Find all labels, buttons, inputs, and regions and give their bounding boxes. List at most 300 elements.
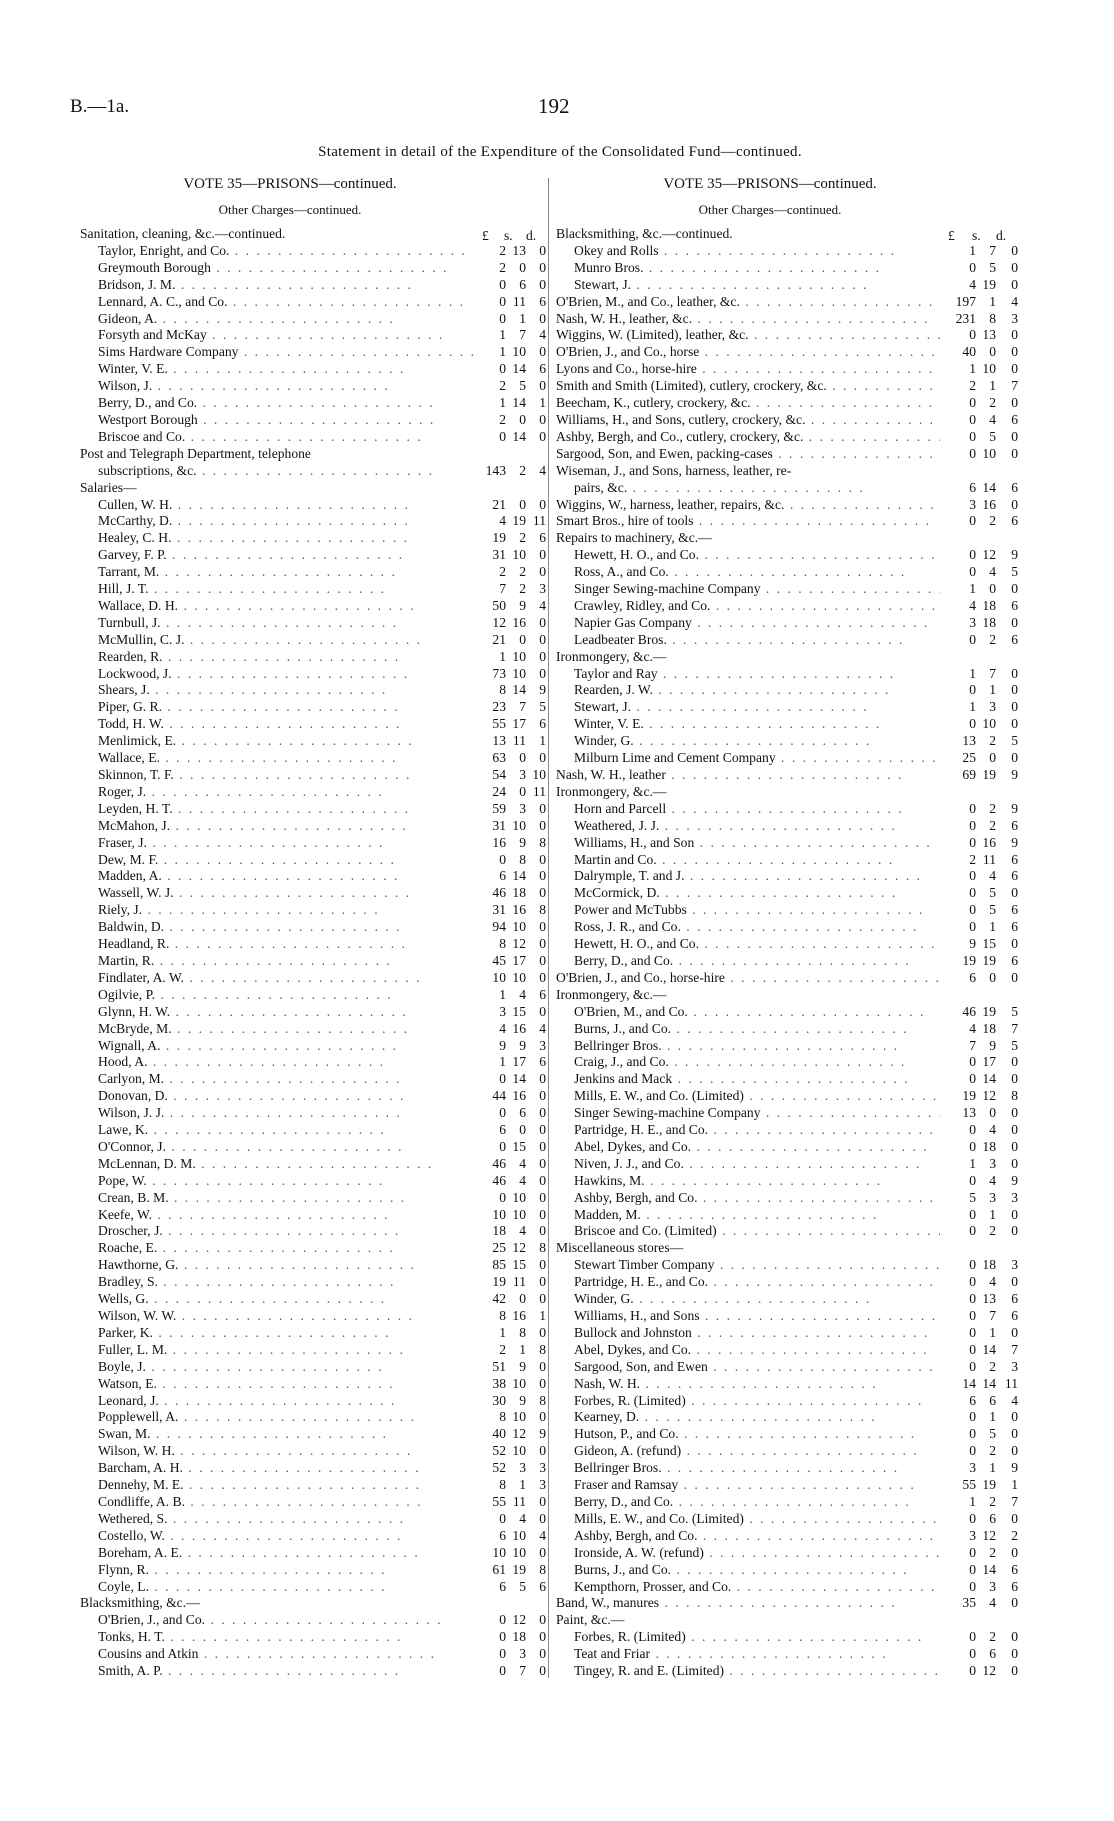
pounds-value: 1: [969, 1493, 976, 1509]
amount: [940, 902, 1018, 919]
payee-name: Dalrymple, T. and J. . .: [556, 868, 940, 885]
expenditure-row: [80, 260, 546, 277]
expenditure-row: [556, 615, 1018, 632]
pounds-value: 8: [499, 1409, 506, 1425]
expenditure-row: [556, 1579, 1018, 1596]
payee-name: Winder, G. . .: [556, 1291, 940, 1308]
pence-value: 0: [539, 800, 546, 816]
payee-name: Shears, J. . .: [80, 682, 476, 699]
shillings-value: 5: [519, 1578, 526, 1594]
right-subtitle: Other Charges—continued.: [698, 202, 842, 217]
payee-name: Ashby, Bergh, and Co., cutlery, crockery, &c. . .: [556, 429, 940, 446]
shillings-value: 0: [519, 631, 526, 647]
expenditure-row: [556, 1004, 1018, 1021]
payee-name: Boyle, J. . .: [80, 1359, 476, 1376]
pounds-value: 59: [492, 800, 506, 816]
amount: [476, 1494, 546, 1511]
pence-value: 8: [539, 1561, 546, 1577]
pence-value: 0: [539, 547, 546, 563]
amount: [476, 835, 546, 852]
amount: [476, 1190, 546, 1207]
pence-value: 9: [539, 1426, 546, 1442]
amount: [940, 1579, 1018, 1596]
pounds-value: 50: [492, 597, 506, 613]
shillings-value: 13: [512, 242, 526, 258]
payee-name: Rearden, R. . .: [80, 649, 476, 666]
shillings-value: 2: [519, 581, 526, 597]
shillings-value: 1: [989, 1409, 996, 1425]
expenditure-row: [80, 1308, 546, 1325]
pence-value: 5: [1011, 1003, 1018, 1019]
shillings-value: 8: [519, 1324, 526, 1340]
payee-name: Carlyon, M. . .: [80, 1071, 476, 1088]
pence-value: 0: [539, 868, 546, 884]
expenditure-row: [80, 919, 546, 936]
pounds-value: 12: [492, 614, 506, 630]
pounds-value: 2: [499, 259, 506, 275]
pence-value: 0: [539, 259, 546, 275]
pounds-value: 8: [499, 936, 506, 952]
payee-name: Weathered, J. J. . .: [556, 818, 940, 835]
shillings-value: 19: [982, 767, 996, 782]
amount: [476, 1393, 546, 1410]
expenditure-row: [556, 902, 1018, 919]
expenditure-row: [556, 1342, 1018, 1359]
payee-name: O'Connor, J. . .: [80, 1139, 476, 1156]
shillings-value: 3: [519, 1646, 526, 1662]
pence-value: 6: [1011, 919, 1018, 935]
section-heading: Ironmongery, &c.—: [556, 648, 667, 664]
shillings-value: 6: [989, 1392, 996, 1408]
shillings-value: 9: [519, 1358, 526, 1374]
amount: [476, 987, 546, 1004]
shillings-value: 6: [519, 1105, 526, 1121]
amount: [476, 243, 546, 260]
pence-value: 9: [1011, 767, 1018, 782]
payee-name: McMahon, J. . .: [80, 818, 476, 835]
amount: [940, 1646, 1018, 1663]
shillings-value: 10: [512, 344, 526, 360]
shillings-value: 19: [512, 1561, 526, 1577]
pence-value: 4: [539, 462, 546, 478]
amount: [940, 260, 1018, 277]
amount: [476, 1579, 546, 1596]
pence-value: 0: [539, 1493, 546, 1509]
expenditure-row: [80, 818, 546, 835]
pounds-value: 1: [969, 699, 976, 715]
shillings-value: 10: [512, 919, 526, 935]
amount: [940, 1460, 1018, 1477]
amount: [940, 412, 1018, 429]
amount: [940, 1494, 1018, 1511]
pence-value: 5: [539, 699, 546, 715]
payee-name: Parker, K. . .: [80, 1325, 476, 1342]
pounds-value: 52: [492, 1460, 506, 1476]
expenditure-row: [556, 480, 1018, 497]
pounds-value: 6: [499, 1527, 506, 1543]
shillings-value: 12: [982, 547, 996, 563]
pounds-value: 2: [499, 378, 506, 394]
expenditure-row: [80, 1663, 546, 1680]
expenditure-row: [556, 1663, 1018, 1680]
pence-value: 0: [1011, 750, 1018, 766]
pounds-value: 3: [969, 614, 976, 630]
shillings-value: 1: [519, 1477, 526, 1493]
amount: [476, 1173, 546, 1190]
payee-name: Briscoe and Co. . .: [80, 429, 476, 446]
payee-name: Wallace, E. . .: [80, 750, 476, 767]
payee-name: Flynn, R. . .: [80, 1562, 476, 1579]
expenditure-row: [80, 327, 546, 344]
shillings-value: 6: [519, 276, 526, 292]
pounds-value: 0: [499, 293, 506, 309]
pounds-value: 0: [969, 547, 976, 563]
pence-value: 0: [539, 1206, 546, 1222]
payee-name: Piper, G. R. . .: [80, 699, 476, 716]
pence-value: 0: [539, 1663, 546, 1679]
payee-name: Band, W., manures . .: [556, 1595, 940, 1612]
pounds-value: 51: [492, 1358, 506, 1374]
payee-name: Tonks, H. T. . .: [80, 1629, 476, 1646]
payee-name: Forsyth and McKay . .: [80, 327, 476, 344]
shillings-value: 10: [512, 1527, 526, 1543]
expenditure-row: [556, 1257, 1018, 1274]
pence-value: 0: [1011, 276, 1018, 292]
pence-value: 6: [1011, 817, 1018, 833]
pounds-value: 52: [492, 1443, 506, 1459]
pence-value: 4: [539, 327, 546, 343]
payee-name: Sargood, Son, and Ewen, packing-cases . .: [556, 446, 940, 463]
pounds-value: 38: [492, 1375, 506, 1391]
pounds-value: 0: [969, 1561, 976, 1577]
shillings-value: 1: [989, 1324, 996, 1340]
expenditure-row: [556, 294, 1018, 311]
pounds-value: 0: [969, 1223, 976, 1239]
pence-value: 11: [1004, 1375, 1018, 1391]
shillings-value: 0: [989, 1105, 996, 1121]
amount: [476, 699, 546, 716]
pounds-value: 23: [492, 699, 506, 715]
amount: [476, 598, 546, 615]
amount: [476, 716, 546, 733]
pounds-value: 69: [962, 767, 976, 782]
shillings-value: 9: [519, 834, 526, 850]
payee-name: Mills, E. W., and Co. (Limited) . .: [556, 1088, 940, 1105]
expenditure-row: [80, 1376, 546, 1393]
amount: [476, 412, 546, 429]
shillings-value: 0: [519, 496, 526, 512]
expenditure-row: [556, 852, 1018, 869]
shillings-value: 16: [512, 614, 526, 630]
pounds-value: 0: [969, 1291, 976, 1307]
expenditure-row: [556, 361, 1018, 378]
amount: [940, 1054, 1018, 1071]
amount: [940, 1122, 1018, 1139]
amount: [476, 260, 546, 277]
pounds-value: 231: [955, 310, 976, 326]
pounds-value: 0: [499, 1612, 506, 1628]
payee-name: Nash, W. H. . .: [556, 1376, 940, 1393]
expenditure-row: [80, 632, 546, 649]
shillings-value: 6: [989, 1510, 996, 1526]
shillings-value: 2: [989, 1544, 996, 1560]
expenditure-row: [80, 767, 546, 784]
pounds-value: 3: [969, 496, 976, 512]
pounds-value: 0: [499, 1138, 506, 1154]
amount: [940, 1207, 1018, 1224]
amount: [476, 1308, 546, 1325]
payee-name: Gideon, A. (refund) . .: [556, 1443, 940, 1460]
payee-name: Wiggins, W. (Limited), leather, &c. . .: [556, 327, 940, 344]
pounds-value: 0: [969, 395, 976, 411]
expenditure-row: [80, 1511, 546, 1528]
shillings-value: 12: [512, 1240, 526, 1256]
expenditure-row: [556, 1511, 1018, 1528]
payee-name: Wells, G. . .: [80, 1291, 476, 1308]
pence-value: 8: [1011, 1088, 1018, 1104]
expenditure-row: [556, 649, 1018, 666]
pounds-value: 8: [499, 682, 506, 698]
expenditure-row: [556, 1308, 1018, 1325]
section-heading: Repairs to machinery, &c.—: [556, 530, 712, 546]
pence-value: 9: [1011, 834, 1018, 850]
pounds-value: 40: [492, 1426, 506, 1442]
expenditure-row: [80, 682, 546, 699]
pence-value: 7: [1011, 1341, 1018, 1357]
pence-value: 0: [539, 1172, 546, 1188]
pounds-value: 35: [962, 1595, 976, 1611]
payee-name: Forbes, R. (Limited) . .: [556, 1393, 940, 1410]
expenditure-row: [80, 1088, 546, 1105]
pence-value: 1: [539, 395, 546, 411]
amount: [940, 1088, 1018, 1105]
amount: [940, 294, 1018, 311]
expenditure-row: [556, 1426, 1018, 1443]
amount: [476, 1443, 546, 1460]
expenditure-row: [556, 1105, 1018, 1122]
pence-value: 0: [539, 851, 546, 867]
shillings-value: 7: [519, 699, 526, 715]
pounds-value: 9: [499, 1037, 506, 1053]
payee-name: Napier Gas Company . .: [556, 615, 940, 632]
payee-name: Lawe, K. . .: [80, 1122, 476, 1139]
pence-value: 0: [539, 496, 546, 512]
shillings-value: 0: [989, 969, 996, 985]
shillings-value: 4: [989, 564, 996, 580]
shillings-value: 11: [512, 733, 526, 749]
pence-value: 0: [539, 648, 546, 664]
amount: [476, 1663, 546, 1680]
pounds-value: 2: [969, 378, 976, 394]
shillings-value: 1: [989, 378, 996, 394]
shillings-value: 16: [512, 1308, 526, 1323]
shillings-value: 0: [519, 783, 526, 799]
expenditure-row: [556, 1545, 1018, 1562]
shillings-value: 11: [982, 851, 996, 867]
payee-name: Wilson, W. H. . .: [80, 1443, 476, 1460]
pounds-value: 0: [969, 259, 976, 275]
pence-value: 0: [1011, 1324, 1018, 1340]
amount: [476, 1359, 546, 1376]
section-heading: Blacksmithing, &c.—: [80, 1595, 200, 1611]
pence-value: 0: [539, 817, 546, 833]
shillings-value: 14: [512, 395, 526, 411]
shillings-value: 4: [989, 411, 996, 427]
shillings-value: 0: [989, 581, 996, 597]
expenditure-row: [556, 277, 1018, 294]
pounds-value: 55: [492, 716, 506, 732]
pounds-value: 0: [969, 1172, 976, 1188]
shillings-value: 14: [512, 682, 526, 698]
expenditure-row: [556, 835, 1018, 852]
payee-name: Coyle, L. . .: [80, 1579, 476, 1596]
pence-value: 0: [539, 919, 546, 935]
pounds-value: 1: [969, 665, 976, 681]
shillings-value: 4: [989, 1122, 996, 1138]
payee-name: Bullock and Johnston . .: [556, 1325, 940, 1342]
pence-value: 6: [539, 293, 546, 309]
expenditure-row: [80, 1342, 546, 1359]
pounds-value: 0: [969, 1443, 976, 1459]
shillings-value: 15: [982, 936, 996, 952]
pounds-value: 55: [492, 1493, 506, 1509]
amount: [940, 885, 1018, 902]
expenditure-row: [556, 581, 1018, 598]
pence-value: 1: [1011, 1477, 1018, 1493]
shillings-value: 15: [512, 1257, 526, 1273]
amount: [476, 1021, 546, 1038]
pounds-value: 0: [969, 1409, 976, 1425]
pence-value: 0: [539, 1257, 546, 1273]
payee-name: McBryde, M. . .: [80, 1021, 476, 1038]
pounds-value: 14: [962, 1375, 976, 1391]
expenditure-row: [80, 1257, 546, 1274]
pounds-value: 1: [499, 986, 506, 1002]
payee-name: Singer Sewing-machine Company . .: [556, 1105, 940, 1122]
shillings-value: 13: [982, 327, 996, 343]
expenditure-row: [80, 868, 546, 885]
payee-name: Hawthorne, G. . .: [80, 1257, 476, 1274]
pence-value: 0: [539, 1223, 546, 1239]
amount: [940, 1308, 1018, 1325]
shillings-value: 4: [519, 1510, 526, 1526]
amount: [476, 463, 546, 480]
payee-name: Niven, J. J., and Co. . .: [556, 1156, 940, 1173]
expenditure-row: [556, 1122, 1018, 1139]
pounds-value: 13: [962, 1105, 976, 1121]
expenditure-row: [80, 1071, 546, 1088]
pounds-value: 45: [492, 952, 506, 968]
amount: [940, 801, 1018, 818]
shillings-value: 11: [512, 1493, 526, 1509]
expenditure-row: [556, 1274, 1018, 1291]
payee-name: Garvey, F. P. . .: [80, 547, 476, 564]
amount: [940, 1443, 1018, 1460]
payee-name: Ogilvie, P. . .: [80, 987, 476, 1004]
shillings-value: 14: [982, 479, 996, 495]
pounds-value: 0: [969, 1138, 976, 1154]
amount: [940, 868, 1018, 885]
expenditure-row: [80, 1274, 546, 1291]
shillings-value: 14: [982, 1341, 996, 1357]
pounds-value: 0: [969, 868, 976, 884]
amount: [476, 666, 546, 683]
pence-value: 0: [1011, 395, 1018, 411]
shillings-value: 9: [519, 1392, 526, 1408]
pence-value: 6: [1011, 952, 1018, 968]
pounds-value: 6: [969, 479, 976, 495]
shillings-value: 18: [982, 1020, 996, 1036]
payee-name: Bradley, S. . .: [80, 1274, 476, 1291]
pence-value: 0: [539, 1409, 546, 1425]
amount: [476, 1426, 546, 1443]
page-number: 192: [538, 94, 570, 118]
amount: [940, 1223, 1018, 1240]
shillings-value: 5: [519, 378, 526, 394]
expenditure-row: [80, 1528, 546, 1545]
column-divider: [548, 178, 549, 1678]
pounds-value: 0: [499, 361, 506, 377]
expenditure-row: [556, 716, 1018, 733]
amount: [940, 1545, 1018, 1562]
shillings-value: 17: [512, 952, 526, 968]
payee-name: Crawley, Ridley, and Co. . .: [556, 598, 940, 615]
amount: [940, 919, 1018, 936]
payee-name: Hutson, P., and Co. . .: [556, 1426, 940, 1443]
amount: [940, 1511, 1018, 1528]
pence-value: 1: [539, 733, 546, 749]
expenditure-row: [80, 513, 546, 530]
shillings-value: 6: [989, 1646, 996, 1662]
pounds-value: 1: [499, 1054, 506, 1070]
amount: [940, 1004, 1018, 1021]
payee-name: Teat and Friar . .: [556, 1646, 940, 1663]
amount: [476, 885, 546, 902]
amount: [476, 581, 546, 598]
expenditure-row: [556, 936, 1018, 953]
expenditure-row: [80, 885, 546, 902]
amount: [476, 1004, 546, 1021]
expenditure-row: [80, 1122, 546, 1139]
payee-name: subscriptions, &c. . .: [80, 463, 476, 480]
payee-name: Kearney, D. . .: [556, 1409, 940, 1426]
shillings-value: 2: [989, 1493, 996, 1509]
amount: [940, 1376, 1018, 1393]
expenditure-row: [80, 902, 546, 919]
payee-name: Menlimick, E. . .: [80, 733, 476, 750]
payee-name: Ironside, A. W. (refund) . .: [556, 1545, 940, 1562]
amount: [476, 311, 546, 328]
amount: [476, 868, 546, 885]
amount: [940, 1629, 1018, 1646]
shillings-value: 9: [519, 597, 526, 613]
expenditure-row: [556, 1021, 1018, 1038]
pence-value: 6: [1011, 868, 1018, 884]
pence-value: 0: [1011, 1155, 1018, 1171]
expenditure-row: [80, 598, 546, 615]
pounds-value: 0: [499, 851, 506, 867]
amount: [940, 716, 1018, 733]
expenditure-row: [80, 446, 546, 463]
expenditure-row: [556, 666, 1018, 683]
shillings-value: 15: [512, 1138, 526, 1154]
shillings-value: 2: [989, 631, 996, 647]
payee-name: Bridson, J. M. . .: [80, 277, 476, 294]
expenditure-row: [80, 344, 546, 361]
shillings-value: 10: [512, 1189, 526, 1205]
pence-value: 8: [539, 834, 546, 850]
pounds-value: 46: [962, 1003, 976, 1019]
